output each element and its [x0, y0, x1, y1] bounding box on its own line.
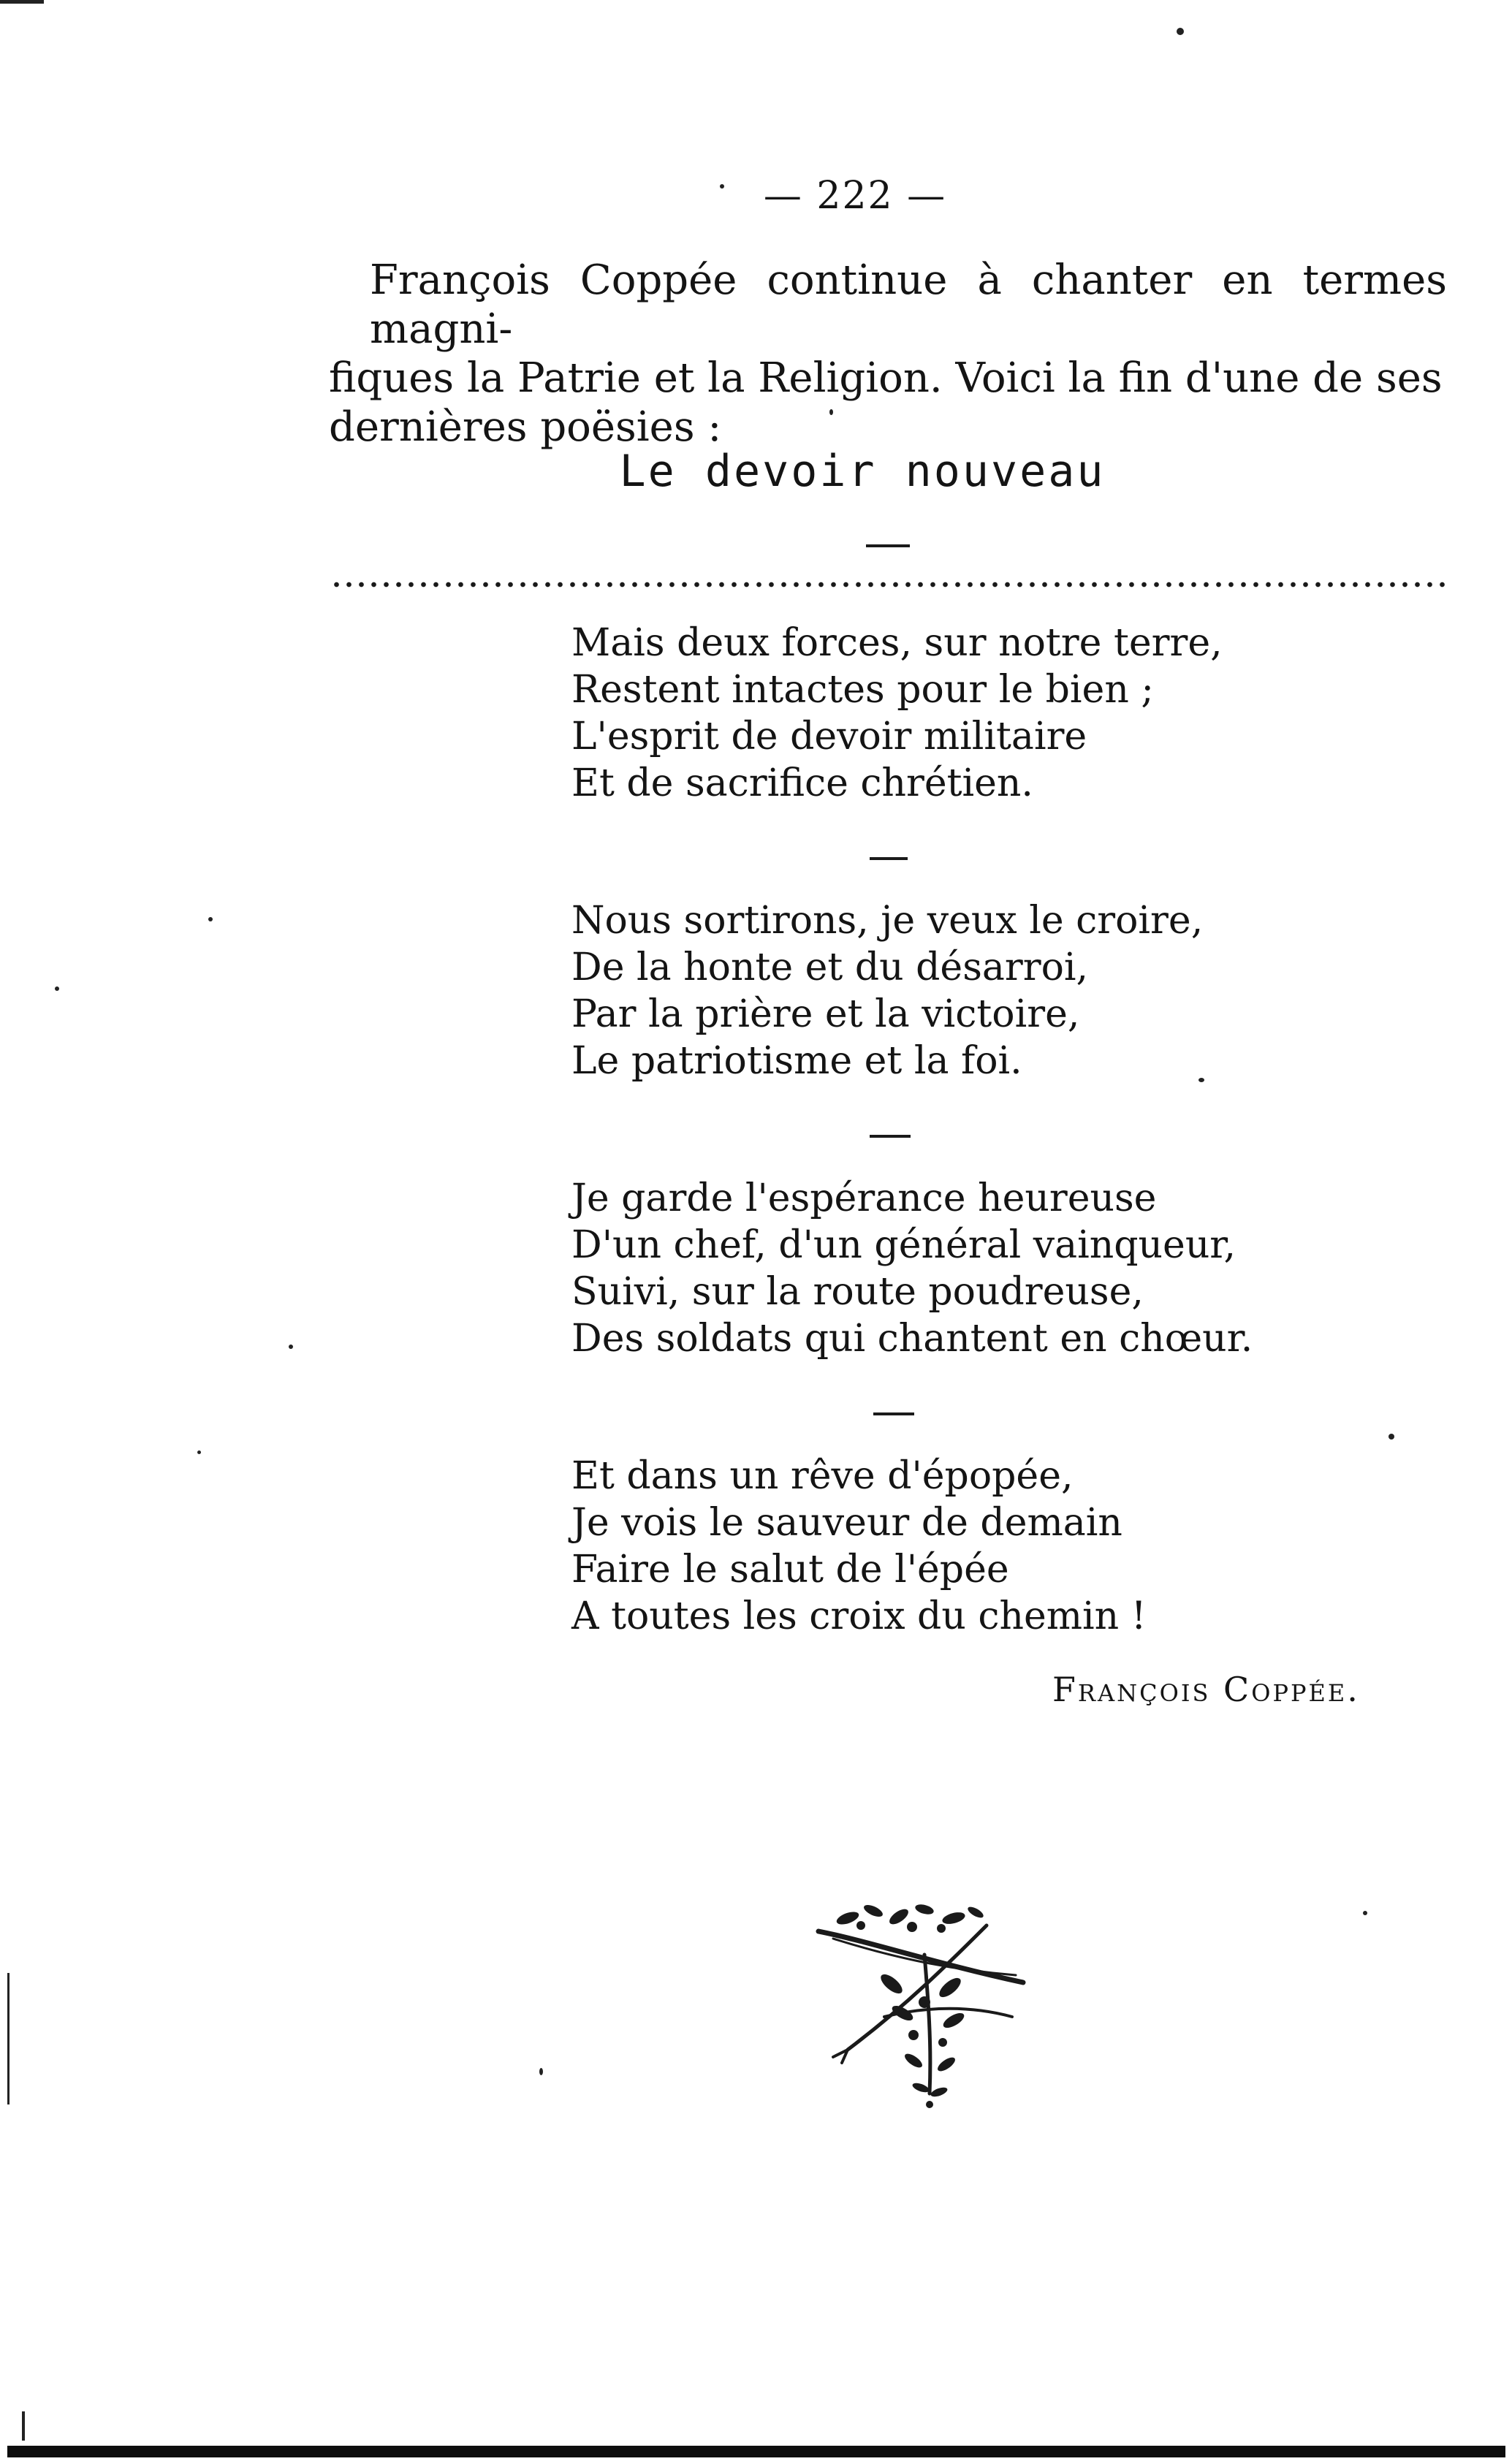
intro-line: fiques la Patrie et la Religion. Voici la fin d'une de ses	[329, 354, 1443, 402]
verse-line: A toutes les croix du chemin !	[571, 1594, 1147, 1638]
separator-dash	[870, 1135, 911, 1138]
verse-line: Faire le salut de l'épée	[571, 1548, 1009, 1592]
bottom-border-rule	[7, 2446, 1505, 2457]
poem-stanza	[571, 620, 1223, 807]
scan-speck	[55, 986, 59, 991]
verse-line: Par la prière et la victoire,	[571, 992, 1080, 1036]
page-number: — 222 —	[763, 174, 947, 218]
verse-line: Le patriotisme et la foi.	[571, 1039, 1022, 1083]
verse-line: Restent intactes pour le bien ;	[571, 668, 1154, 712]
scan-speck	[1363, 1911, 1367, 1915]
verse-line: Des soldats qui chantent en chœur.	[571, 1317, 1253, 1361]
separator-dash	[870, 857, 908, 860]
scan-speck	[1198, 1078, 1204, 1082]
scan-speck	[0, 0, 44, 4]
scan-speck	[1388, 1434, 1394, 1440]
floral-ornament-icon	[804, 1896, 1038, 2115]
verse-line: L'esprit de devoir militaire	[571, 715, 1087, 758]
verse-line: Et de sacrifice chrétien.	[571, 761, 1033, 805]
verse-line: Suivi, sur la route poudreuse,	[571, 1270, 1144, 1314]
scan-speck	[289, 1345, 293, 1349]
scan-speck	[208, 917, 213, 921]
separator-dash	[873, 1412, 914, 1415]
verse-line: Mais deux forces, sur notre terre,	[571, 621, 1223, 665]
poem-title: Le devoir nouveau	[619, 446, 1106, 497]
scan-speck	[197, 1450, 201, 1454]
verse-line: Nous sortirons, je veux le croire,	[571, 899, 1204, 943]
verse-line: Et dans un rêve d'épopée,	[571, 1454, 1074, 1498]
ellipsis-dotted-line	[330, 581, 1448, 588]
poem-stanza	[571, 897, 1203, 1084]
scan-speck	[720, 184, 724, 189]
intro-paragraph	[329, 256, 1447, 452]
scan-speck	[539, 2068, 543, 2075]
verse-line: Je garde l'espérance heureuse	[571, 1176, 1157, 1220]
author-signature: François Coppée.	[1052, 1670, 1360, 1709]
intro-line: François Coppée continue à chanter en termes magni-	[370, 256, 1447, 353]
poem-stanza	[571, 1453, 1147, 1640]
verse-line: De la honte et du désarroi,	[571, 946, 1089, 989]
scan-edge-mark	[22, 2411, 25, 2441]
scan-speck	[829, 409, 833, 415]
scan-speck	[1177, 28, 1184, 35]
intro-line: dernières poësies :	[329, 403, 722, 451]
verse-line: Je vois le sauveur de demain	[571, 1501, 1122, 1545]
poem-stanza	[571, 1175, 1253, 1362]
scan-edge-mark	[7, 1973, 10, 2104]
verse-line: D'un chef, d'un général vainqueur,	[571, 1223, 1236, 1267]
separator-dash	[866, 544, 910, 547]
